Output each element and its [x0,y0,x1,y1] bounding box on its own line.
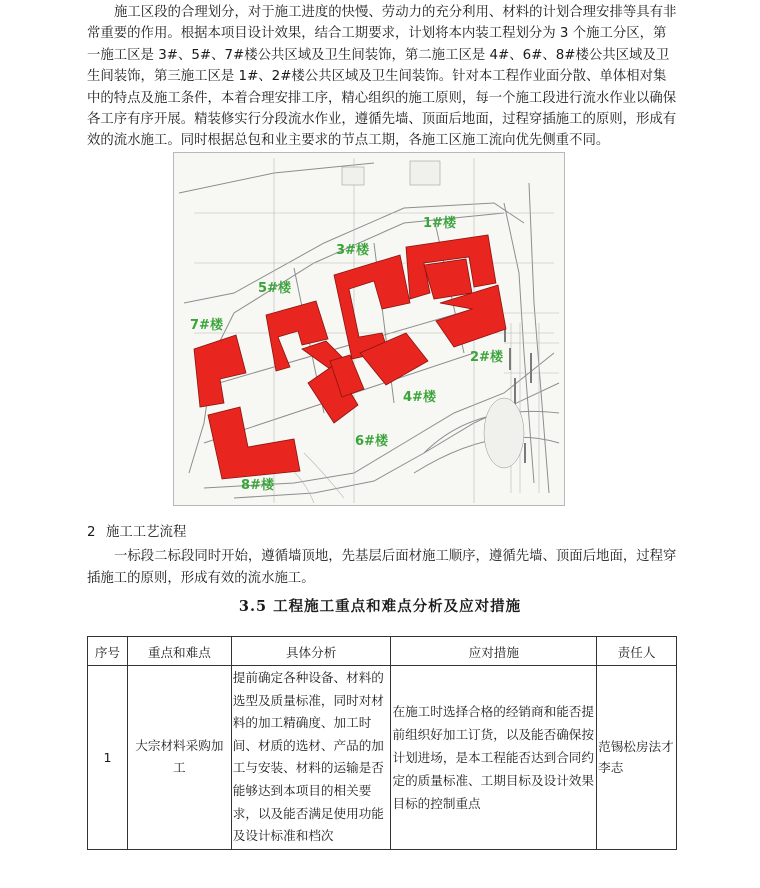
building-label-7: 7#楼 [190,318,223,333]
building-label-2: 2#楼 [470,350,503,365]
risk-table [87,636,677,850]
header-key-point: 重点和难点 [127,637,231,666]
header-owner: 责任人 [597,637,677,666]
building-label-1: 1#楼 [423,216,456,231]
header-measures: 应对措施 [391,637,597,666]
row-owners: 范锡松房法才李志 [597,666,677,850]
section-title: 3.5 工程施工重点和难点分析及应对措施 [238,598,522,615]
process-paragraph: 一标段二标段同时开始，遵循墙顶地，先基层后面材施工顺序，遵循先墙、顶面后地面，过程穿插施工的原则，形成有效的流水施工。 [87,549,677,586]
table-row [88,666,677,850]
building-label-3: 3#楼 [336,243,369,258]
site-plan-drawing [173,152,565,506]
building-label-6: 6#楼 [355,434,388,449]
row-number: 1 [88,666,128,850]
header-analysis: 具体分析 [231,637,391,666]
header-no: 序号 [88,637,128,666]
process-section-number: 2 [87,525,96,540]
building-label-8: 8#楼 [241,478,274,493]
row-analysis: 提前确定各种设备、材料的选型及质量标准，同时对材料的加工精确度、加工时间、材质的选材、产品的加工与安装、材料的运输是否能够达到本项目的相关要求，以及能否满足使用功能及设计标准和档次 [231,666,391,850]
table-header-row [88,637,677,666]
row-measures: 在施工时选择合格的经销商和能否提前组织好加工订货，以及能否确保按计划进场，是本工程能否达到合同约定的质量标准、工期目标及设计效果目标的控制重点 [391,666,597,850]
row-key-point: 大宗材料采购加工 [127,666,231,850]
process-section-heading [87,521,186,540]
intro-paragraph: 施工区段的合理划分，对于施工进度的快慢、劳动力的充分利用、材料的计划合理安排等具有非常重要的作用。根据本项目设计效果，结合工期要求，计划将本内装工程划分为 3 个施工分区，第一施工区是 3#、5#、7#楼公共区域及卫生间装饰，第二施工区是 4#、6#、8#楼公共区域及卫生间装饰，第三施工区是 1#、2#楼公共区域及卫生间装饰。针对本工程作业面分散、单体相对集中的特点及施工条件，本着合理安排工序，精心组织的施工原则，每一个施工段进行流水作业以确保各工序有序开展。精装修实行分段流水作业，遵循先墙、顶面后地面，过程穿插施工的原则，形成有效的流水施工。同时根据总包和业主要求的节点工期，各施工区施工流向优先侧重不同。 [87,5,677,149]
building-label-5: 5#楼 [258,281,291,296]
building-label-4: 4#楼 [403,390,436,405]
process-section-title: 施工工艺流程 [106,525,187,540]
